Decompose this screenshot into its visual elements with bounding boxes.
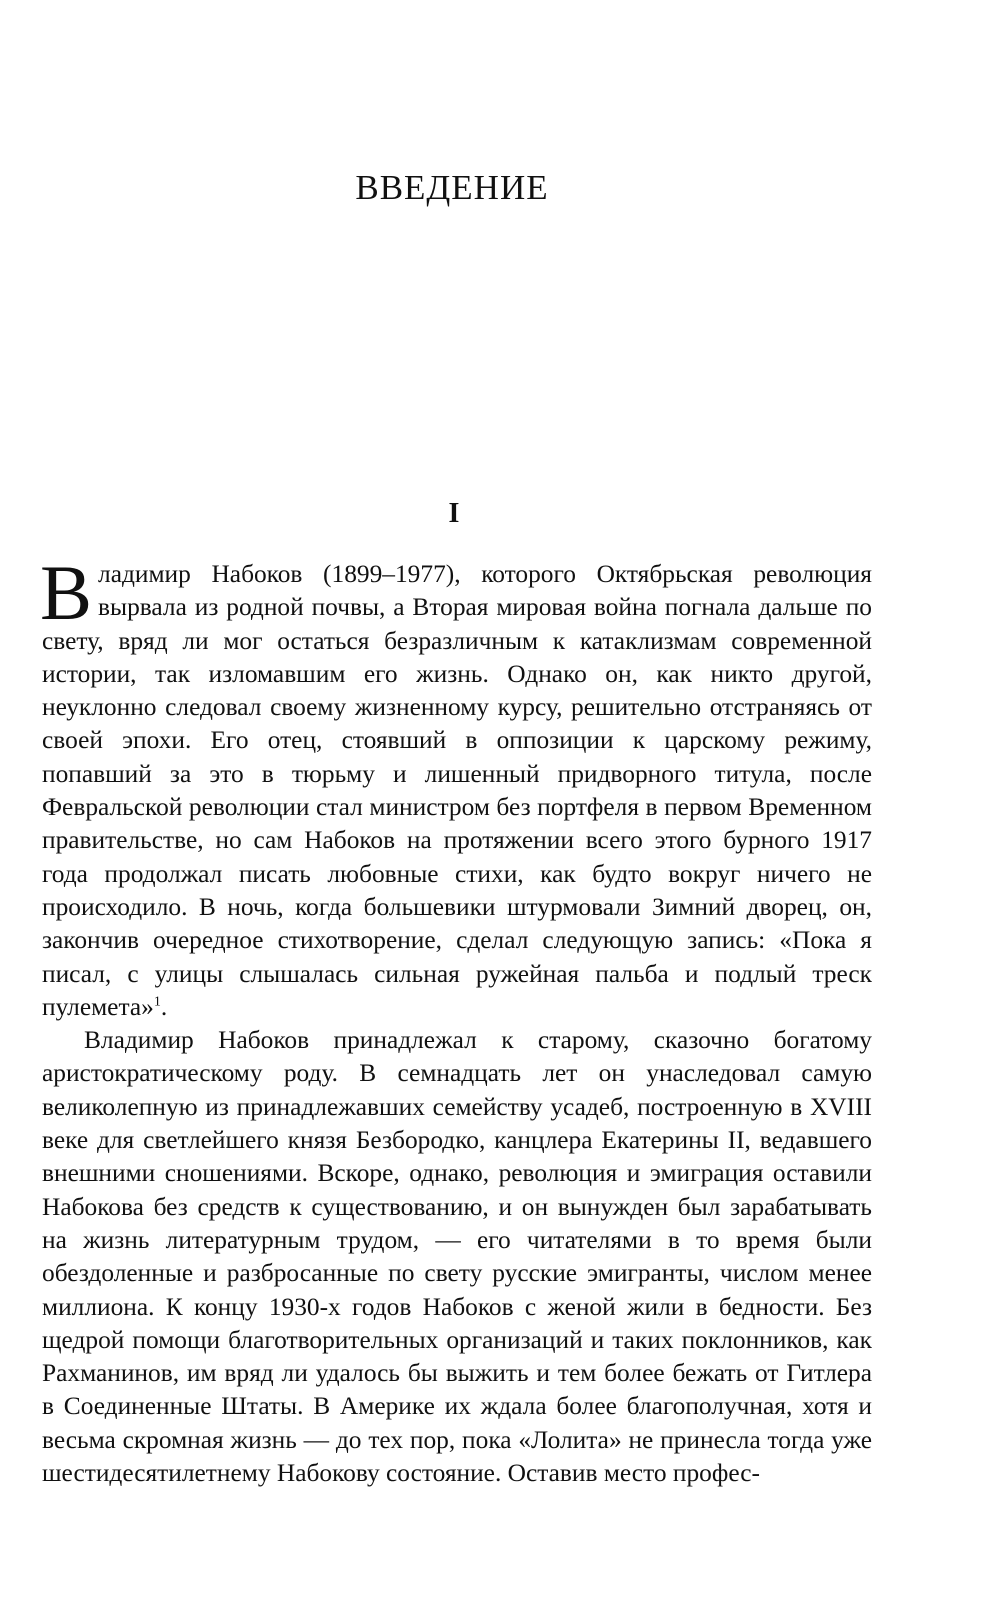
paragraph-first-text: ладимир Набоков (1899–1977), которого Октябрьская революция вырвала из родной почвы, а Вторая мировая война погнала дальше по свету, вряд ли мог остаться безразличным к катаклизмам современной истории, так изломавшим его жизнь. Однако он, как никто другой, неуклонно следовал своему жизненному курсу, решительно отстраняясь от своей эпохи. Его отец, стоявший в оппозиции к царскому режиму, попавший за это в тюрьму и лишенный придворного титула, после Февральской революции стал министром без портфеля в первом Временном правительстве, но сам Набоков на протяжении всего этого бурного 1917 года продолжал писать любовные стихи, как будто вокруг ничего не происходило. В ночь, когда большевики штурмовали Зимний дворец, он, закончив очередное стихотворение, сделал следующую запись: «Пока я писал, с улицы слышалась сильная ружейная пальба и подлый треск пулемета» xyxy=(42,560,872,1021)
paragraph-first-end: . xyxy=(160,992,168,1021)
paragraph-second: Владимир Набоков принадлежал к старому, сказочно богатому аристократическому роду. В семнадцать лет он унаследовал самую великолепную из принадлежавших семейству усадеб, построенную в XVIII веке для светлейшего князя Безбородко, канцлера Екатерины II, ведавшего внешними сношениями. Вскоре, однако, революция и эмиграция оставили Набокова без средств к существованию, и он вынужден был зарабатывать на жизнь литературным трудом, — его читателями в то время были обездоленные и разбросанные по свету русские эмигранты, числом менее миллиона. К концу 1930-х годов Набоков с женой жили в бедности. Без щедрой помощи благотворительных организаций и таких поклонников, как Рахманинов, им вряд ли удалось бы выжить и тем более бежать от Гитлера в Соединенные Штаты. В Америке их ждала более благополучная, хотя и весьма скромная жизнь — до тех пор, пока «Лолита» не принесла тогда уже шестидесятилетнему Набокову состояние. Оставив место профес- xyxy=(42,1026,872,1488)
section-number: I xyxy=(448,498,460,529)
footnote-marker[interactable]: 1 xyxy=(153,994,161,1010)
body-text xyxy=(40,549,872,1490)
chapter-title: ВВЕДЕНИЕ xyxy=(355,168,549,207)
paragraph-first xyxy=(40,549,872,1024)
drop-cap: В xyxy=(40,549,93,636)
